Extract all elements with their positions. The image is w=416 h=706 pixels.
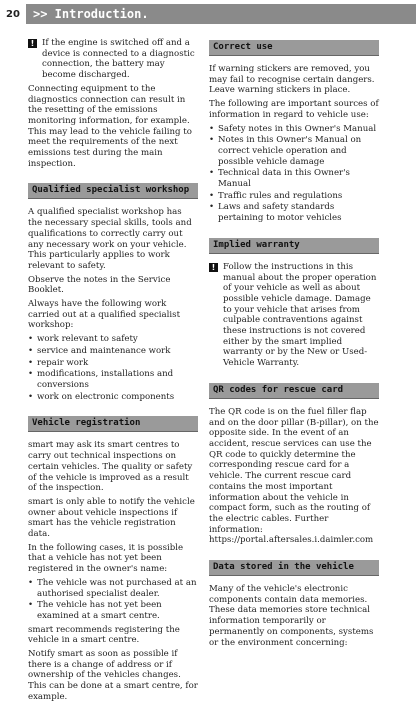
paragraph: smart is only able to notify the vehicle owner about vehicle inspections if smart has the vehicle registration data. [28,496,195,540]
information-sources-list [209,124,379,224]
paragraph: The following are important sources of information in regard to vehicle use: [209,99,379,120]
paragraph: In the following cases, it is possible that a vehicle has not yet been registered in the owner's name: [28,542,184,575]
workshop-work-list [28,334,198,402]
list-item: • The vehicle was not purchased at an authorised specialist dealer. [28,578,198,599]
section-title-qualified-workshop: Qualified specialist workshop [28,183,198,199]
warning-icon: ! [28,39,37,48]
section-title-correct-use: Correct use [209,40,379,56]
paragraph: The QR code is on the fuel filler flap and on the door pillar (B-pillar), on the opposite side. In the event of an accident, rescue services can use the QR code to quickly determine the corresponding rescue card for a vehicle. The current rescue card contains the most important information about the vehicle in compact form, such as the routing of the electric cables. Further information: https://portal.aftersales.i.daimler.com [209,406,379,546]
warning-text: If the engine is switched off and a device is connected to a diagnostic connection, the battery may become discharged. [42,38,195,81]
left-column [28,38,198,706]
list-item: • Technical data in this Owner's Manual [209,168,379,189]
list-item: • repair work [28,358,198,369]
list-item: • service and maintenance work [28,346,198,357]
list-item: • work relevant to safety [28,334,198,345]
paragraph: Always have the following work carried out at a qualified specialist workshop: [28,299,181,331]
list-item: • modifications, installations and conversions [28,369,198,390]
list-item: • Safety notes in this Owner's Manual [209,124,379,135]
right-column [209,38,379,651]
paragraph: Observe the notes in the Service Booklet. [28,274,171,296]
page-header [0,0,416,27]
paragraph: smart recommends registering the vehicle in a smart centre. [28,624,180,646]
warning-icon: ! [209,263,218,272]
paragraph: smart may ask its smart centres to carry out technical inspections on certain vehicles. The quality or safety of the vehicle is improved as a result of the inspection. [28,440,193,494]
section-title-implied-warranty: Implied warranty [209,238,379,254]
chapter-title: >> Introduction. [33,7,149,21]
list-item: • Notes in this Owner's Manual on correct vehicle operation and possible vehicle damage [209,135,379,167]
section-title-qr-codes: QR codes for rescue card [209,383,379,399]
warning-text: Follow the instructions in this manual about the proper operation of your vehicle as well as about possible vehicle damage. Damage to your vehicle that arises from culpable contraventions against these instructions is not covered either by the smart implied warranty or by the New or Used-Vehicle Warranty. [223,261,377,369]
registration-cases-list [28,578,198,622]
paragraph: Notify smart as soon as possible if there is a change of address or if ownership of the vehicles changes. This can be done at a smart centre, for example. [28,649,198,702]
diagnostics-paragraph: Connecting equipment to the diagnostics connection can result in the resetting of the emissions monitoring information, for example. This may lead to the vehicle failing to meet the requirements of the next emissions test during the main inspection. [28,83,192,169]
page-number: 20 [0,4,26,24]
paragraph: If warning stickers are removed, you may fail to recognise certain dangers. Leave warning stickers in place. [209,64,375,96]
list-item: • work on electronic components [28,392,198,403]
list-item: • Laws and safety standards pertaining to motor vehicles [209,202,379,223]
warranty-warning-note [209,262,379,369]
paragraph: A qualified specialist workshop has the necessary special skills, tools and qualifications to correctly carry out any necessary work on your vehicle. This particularly applies to work relevant to safety. [28,207,192,271]
warning-note [28,38,198,81]
section-title-vehicle-registration: Vehicle registration [28,416,198,432]
section-title-data-stored: Data stored in the vehicle [209,560,379,576]
list-item: • Traffic rules and regulations [209,191,379,202]
list-item: • The vehicle has not yet been examined at a smart centre. [28,600,198,621]
paragraph: Many of the vehicle's electronic components contain data memories. These data memories store technical information temporarily or permanently on components, systems or the environment concerning: [209,584,374,648]
